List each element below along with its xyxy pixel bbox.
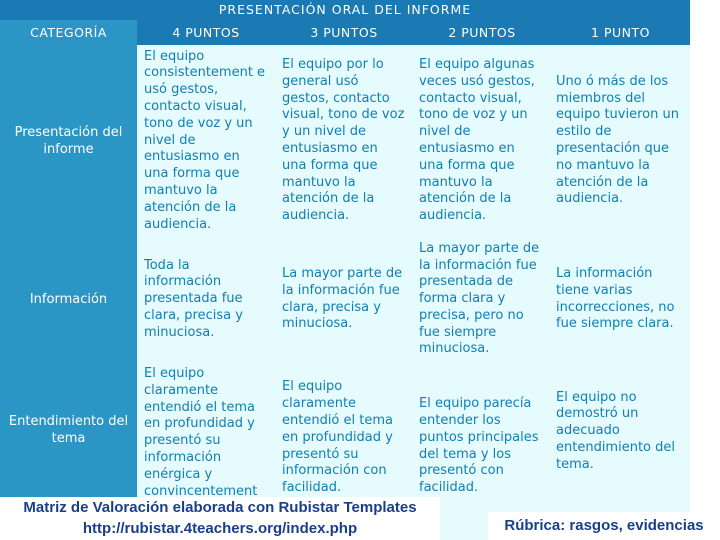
cell-entendimiento-2 bbox=[419, 366, 543, 497]
cell-presentacion-2 bbox=[419, 45, 543, 237]
cell-informacion-3 bbox=[282, 237, 406, 362]
header-3-puntos: 3 PUNTOS bbox=[275, 20, 413, 45]
cell-text: Toda la información presentada fue clara, precisa y minuciosa. bbox=[144, 257, 243, 340]
cell-text: El equipo parecía entender los puntos principales del tema y los presentó con facilidad. bbox=[419, 396, 539, 496]
source-url: http://rubistar.4teachers.org/index.php bbox=[82, 520, 358, 537]
cell-text: El equipo por lo general usó gestos, contacto visual, tono de voz y un nivel de entusiasmo en una forma que mantuvo la atención de la audiencia. bbox=[282, 57, 405, 224]
source-line-1: Matriz de Valoración elaborada con Rubistar Templates bbox=[23, 499, 417, 516]
cell-text: La mayor parte de la información fue clara, precisa y minuciosa. bbox=[282, 265, 403, 332]
cell-informacion-2 bbox=[419, 237, 543, 362]
rubric-title: PRESENTACIÓN ORAL DEL INFORME bbox=[0, 0, 690, 20]
cell-informacion-4 bbox=[144, 237, 268, 362]
cell-presentacion-4 bbox=[144, 45, 268, 237]
cell-text: La mayor parte de la información fue presentada de forma clara y precisa, pero no fue siempre minuciosa. bbox=[419, 240, 540, 357]
cell-text: Uno ó más de los miembros del equipo tuvieron un estilo de presentación que no mantuvo la atención de la audiencia. bbox=[556, 73, 679, 207]
header-categoria: CATEGORÍA bbox=[0, 20, 137, 45]
cell-entendimiento-3 bbox=[282, 366, 406, 497]
row-label-informacion bbox=[0, 237, 137, 362]
row-label-text: Información bbox=[29, 292, 108, 307]
cell-informacion-1 bbox=[556, 237, 680, 362]
cell-text: El equipo claramente entendió el tema en profundidad y presentó su información con facilidad. bbox=[282, 379, 393, 496]
source-caption bbox=[0, 497, 440, 540]
header-1-punto: 1 PUNTO bbox=[551, 20, 690, 45]
row-label-presentacion bbox=[0, 45, 137, 237]
row-label-text: Presentación del informe bbox=[14, 125, 123, 157]
rubric-tag: Rúbrica: rasgos, evidencias bbox=[488, 512, 720, 540]
cell-text: La información tiene varias incorrecciones, no fue siempre clara. bbox=[556, 265, 675, 332]
cell-presentacion-1 bbox=[556, 45, 680, 237]
row-label-text: Entendimiento del tema bbox=[8, 413, 129, 446]
cell-text: El equipo consistentement e usó gestos, contacto visual, tono de voz y un nivel de entusiasmo en una forma que mantuvo la atención de la audiencia. bbox=[144, 48, 266, 232]
cell-presentacion-3 bbox=[282, 45, 406, 237]
header-4-puntos: 4 PUNTOS bbox=[137, 20, 275, 45]
cell-text: El equipo algunas veces usó gestos, contacto visual, tono de voz y un nivel de entusiasmo en una forma que mantuvo la atención de la audiencia. bbox=[419, 57, 535, 224]
cell-text: El equipo no demostró un adecuado entendimiento del tema. bbox=[556, 389, 675, 472]
row-label-entendimiento bbox=[0, 362, 137, 497]
cell-text: El equipo claramente entendió el tema en profundidad y presentó su información enérgica y convincentement bbox=[144, 366, 258, 497]
cell-entendimiento-1 bbox=[556, 366, 680, 497]
cell-entendimiento-4 bbox=[144, 366, 268, 497]
header-2-puntos: 2 PUNTOS bbox=[413, 20, 551, 45]
